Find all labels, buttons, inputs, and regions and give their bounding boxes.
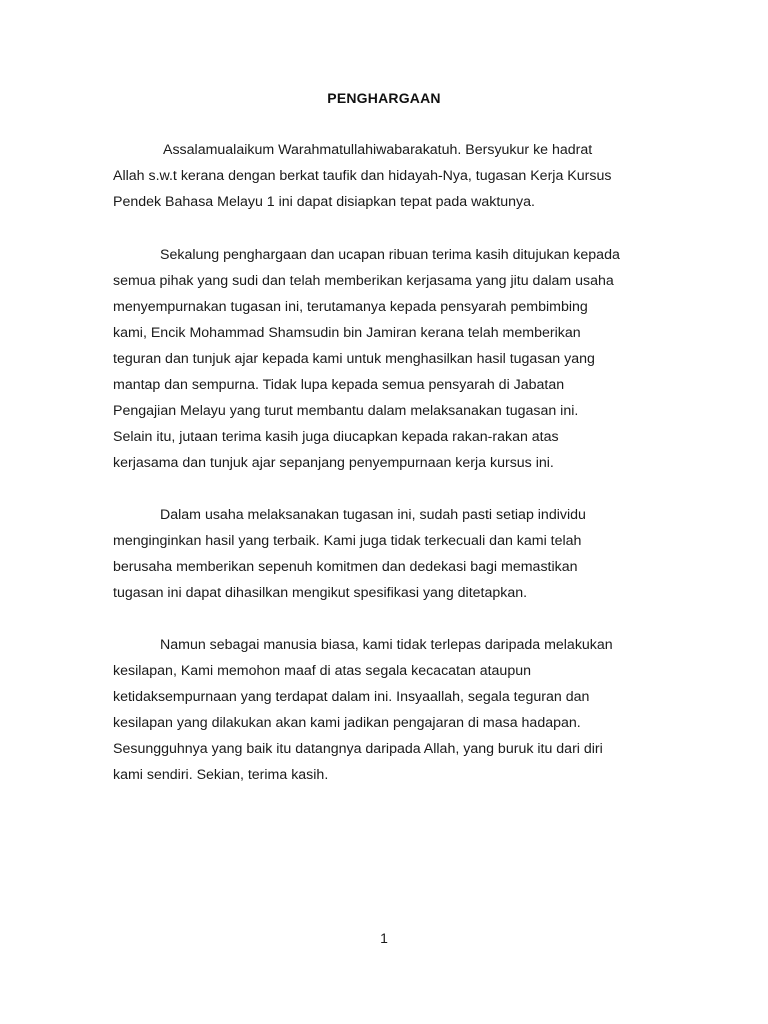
paragraph-2 — [113, 242, 663, 476]
paragraph-line: Allah s.w.t kerana dengan berkat taufik dan hidayah-Nya, tugasan Kerja Kursus — [113, 168, 612, 184]
paragraph-line: Selain itu, jutaan terima kasih juga diucapkan kepada rakan-rakan atas — [113, 429, 559, 445]
paragraph-line: teguran dan tunjuk ajar kepada kami untuk menghasilkan hasil tugasan yang — [113, 351, 595, 367]
paragraph-line: Dalam usaha melaksanakan tugasan ini, sudah pasti setiap individu — [160, 507, 586, 523]
paragraph-line: kesilapan yang dilakukan akan kami jadikan pengajaran di masa hadapan. — [113, 715, 581, 731]
paragraph-line: menyempurnakan tugasan ini, terutamanya kepada pensyarah pembimbing — [113, 299, 588, 315]
paragraph-line: Assalamualaikum Warahmatullahiwabarakatuh. Bersyukur ke hadrat — [163, 142, 593, 158]
paragraph-line: Pendek Bahasa Melayu 1 ini dapat disiapkan tepat pada waktunya. — [113, 194, 535, 210]
paragraph-line: ketidaksempurnaan yang terdapat dalam ini. Insyaallah, segala teguran dan — [113, 689, 590, 705]
paragraph-line: tugasan ini dapat dihasilkan mengikut spesifikasi yang ditetapkan. — [113, 585, 528, 601]
page-title: PENGHARGAAN — [327, 90, 441, 106]
paragraph-line: kerjasama dan tunjuk ajar sepanjang penyempurnaan kerja kursus ini. — [113, 455, 554, 471]
paragraph-4 — [113, 632, 663, 788]
paragraph-line: semua pihak yang sudi dan telah memberikan kerjasama yang jitu dalam usaha — [113, 273, 614, 289]
paragraph-line: Sesungguhnya yang baik itu datangnya daripada Allah, yang buruk itu dari diri — [113, 741, 603, 757]
paragraph-line: menginginkan hasil yang terbaik. Kami juga tidak terkecuali dan kami telah — [113, 533, 582, 549]
paragraph-line: kami sendiri. Sekian, terima kasih. — [113, 767, 329, 783]
paragraph-line: berusaha memberikan sepenuh komitmen dan dedekasi bagi memastikan — [113, 559, 578, 575]
paragraph-line: kesilapan, Kami memohon maaf di atas segala kecacatan ataupun — [113, 663, 531, 679]
paragraph-line: Namun sebagai manusia biasa, kami tidak terlepas daripada melakukan — [160, 637, 613, 653]
paragraph-1 — [113, 137, 663, 215]
paragraph-line: mantap dan sempurna. Tidak lupa kepada semua pensyarah di Jabatan — [113, 377, 565, 393]
paragraph-line: kami, Encik Mohammad Shamsudin bin Jamiran kerana telah memberikan — [113, 325, 581, 341]
page-number: 1 — [380, 930, 388, 946]
paragraph-line: Sekalung penghargaan dan ucapan ribuan terima kasih ditujukan kepada — [160, 247, 620, 263]
paragraph-line: Pengajian Melayu yang turut membantu dalam melaksanakan tugasan ini. — [113, 403, 579, 419]
paragraph-3 — [113, 502, 663, 606]
